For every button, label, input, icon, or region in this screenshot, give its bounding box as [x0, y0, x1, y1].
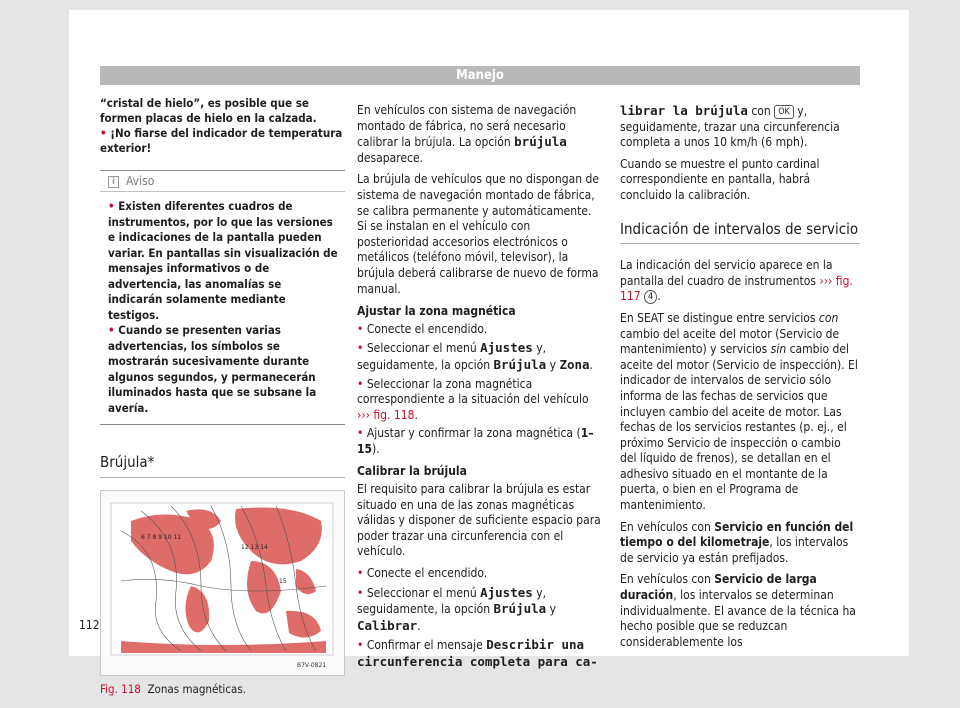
column-left	[100, 96, 345, 697]
paragraph: El requisito para calibrar la brújula es estar situado en una de las zonas magnéticas válidas y disponer de suficiente espacio para poder trazar una circunferencia con el vehículo.	[357, 482, 601, 559]
list-item: • Seleccionar el menú Ajustes y, seguidamente, la opción Brújula y Calibrar.	[357, 584, 557, 633]
paragraph: En vehículos con Servicio en función del tiempo o del kilometraje, los intervalos de servicio ya están prefijados.	[620, 519, 854, 565]
subheading-zona: Ajustar la zona magnética	[357, 304, 516, 319]
aviso-box	[100, 170, 345, 425]
callout-number: 4	[644, 290, 657, 304]
svg-text:15: 15	[279, 577, 287, 585]
section-title-brujula: Brújula*	[100, 455, 345, 478]
info-icon: i	[108, 176, 119, 188]
list-item: • Seleccionar la zona magnética correspondiente a la situación del vehículo ››› fig. 118.	[357, 376, 589, 422]
column-middle	[357, 103, 601, 674]
list-item: • Confirmar el mensaje Describir una circunferencia completa para ca-	[357, 637, 598, 669]
paragraph: La indicación del servicio aparece en la pantalla del cuadro de instrumentos ››› fig. 117 4 .	[620, 258, 853, 304]
aviso-item-1: • Existen diferentes cuadros de instrumentos, por lo que las versiones e indicaciones de la pantalla pueden variar. En pantallas sin visualización de mensajes informativos o de advertencia, las anomalías se indicarán solamente mediante testigos.	[108, 199, 338, 322]
paragraph: La brújula de vehículos que no dispongan de sistema de navegación montado de fábrica, se calibra permanente y automáticamente. Si se instalan en el vehículo con posterioridad accesorios electrónicos o metálicos (teléfono móvil, televisor), la brújula deberá calibrarse de nuevo de forma manual.	[357, 172, 599, 296]
subheading-calibrar: Calibrar la brújula	[357, 464, 467, 479]
ok-key-icon: OK	[774, 105, 794, 119]
list-item: • Conecte el encendido.	[357, 321, 488, 336]
list-item: • Conecte el encendido.	[357, 566, 488, 581]
svg-text:12 13 14: 12 13 14	[241, 543, 268, 551]
aviso-header: i Aviso	[100, 171, 345, 192]
aviso-item-2: • Cuando se presenten varias advertencias, los símbolos se mostrarán sucesivamente durante algunos segundos, y permanecerán iluminados hasta que se subsane la avería.	[108, 323, 317, 415]
list-item: • Seleccionar el menú Ajustes y, seguidamente, la opción Brújula y Zona.	[357, 340, 593, 372]
intro-line-1: “cristal de hielo”, es posible que se formen placas de hielo en la calzada.	[100, 96, 317, 125]
section-title-servicio: Indicación de intervalos de servicio	[620, 222, 860, 245]
paragraph: En SEAT se distingue entre servicios con cambio del aceite del motor (Servicio de mantenimiento) y servicios sin cambio del aceite del motor (Servicio de inspección). El indicador de intervalos de servicio sólo informa de las fechas de servicios que incluyen cambio del aceite de motor. Las fechas de los servicios restantes (p. ej., el próximo Servicio de inspección o cambio del líquido de frenos), se detallan en el adhesivo situado en el montante de la puerta, o bien en el Programa de mantenimiento.	[620, 310, 858, 513]
intro-line-2: • ¡No fiarse del indicador de temperatura exterior!	[100, 126, 343, 155]
paragraph: En vehículos con Servicio de larga duración, los intervalos se determinan individualmente. El avance de la técnica ha hecho posible que se reduzcan considerablemente los	[620, 572, 856, 649]
figure-magnetic-zones	[100, 490, 345, 676]
svg-text:B7V-0821: B7V-0821	[297, 661, 327, 669]
page-number: 112	[79, 618, 100, 632]
figure-caption: Fig. 118 Zonas magnéticas.	[100, 681, 246, 696]
intro-text	[100, 96, 345, 156]
paragraph: En vehículos con sistema de navegación montado de fábrica, no será necesario calibrar la brújula. La opción brújula desaparece.	[357, 103, 577, 165]
column-right	[620, 103, 860, 656]
list-item: • Ajustar y confirmar la zona magnética (1–15).	[357, 426, 594, 456]
aviso-body	[100, 192, 345, 425]
figure-link[interactable]: ››› fig. 118	[357, 407, 415, 422]
running-header: Manejo	[100, 66, 860, 85]
bullet: •	[100, 126, 107, 140]
paragraph: librar la brújula con OK y, seguidamente, trazar una circunferencia completa a unos 10 km/h (6 mph).	[620, 103, 840, 150]
svg-text:6 7 8 9 10 11: 6 7 8 9 10 11	[141, 533, 182, 541]
paragraph: Cuando se muestre el punto cardinal correspondiente en pantalla, habrá concluido la calibración.	[620, 156, 820, 202]
figure-link[interactable]: ››› fig. 117	[620, 273, 853, 304]
magnetic-zones-map	[101, 491, 344, 675]
